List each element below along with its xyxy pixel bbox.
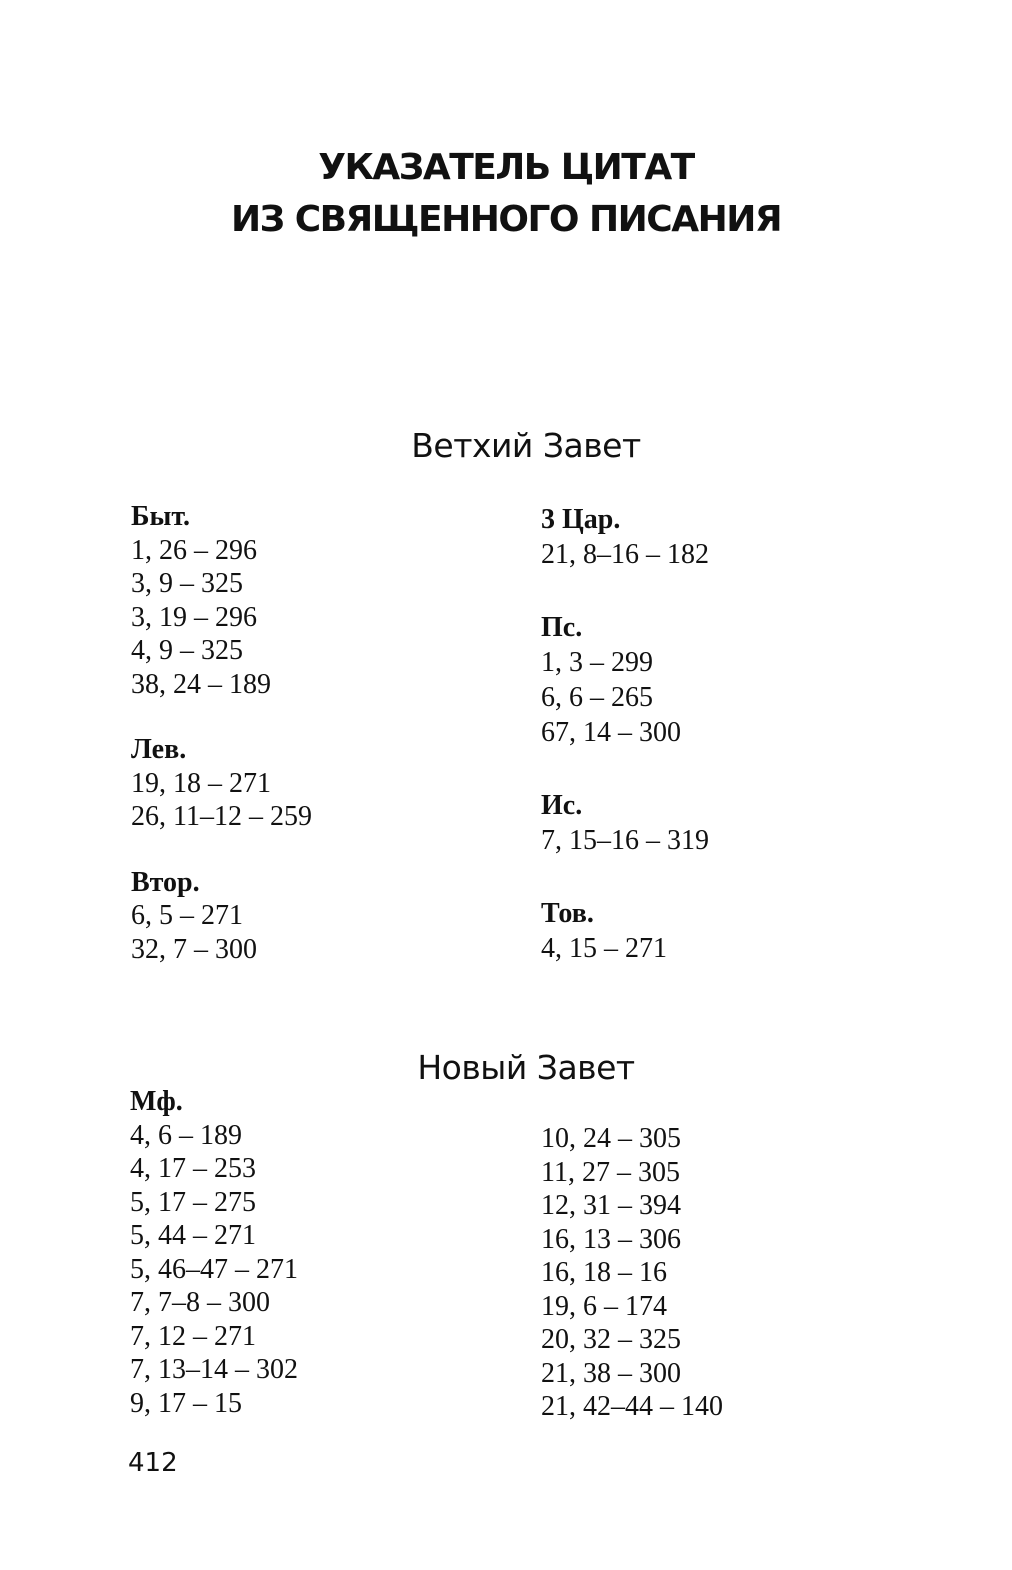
reference: 4, 17 – 253: [130, 1153, 256, 1184]
reference: 5, 44 – 271: [130, 1220, 256, 1251]
new-testament-right-column: [541, 1122, 723, 1424]
reference: 21, 38 – 300: [541, 1357, 681, 1389]
title-line-2: ИЗ СВЯЩЕННОГО ПИСАНИЯ: [230, 199, 782, 240]
book-name: Быт.: [131, 501, 191, 532]
reference: 3, 9 – 325: [131, 568, 243, 599]
reference: 26, 11–12 – 259: [131, 801, 312, 832]
old-testament-left-column: [131, 500, 312, 998]
book-name: Лев.: [131, 734, 187, 765]
reference: 16, 13 – 306: [541, 1223, 681, 1255]
reference: 6, 5 – 271: [131, 900, 243, 931]
reference: 67, 14 – 300: [541, 717, 681, 748]
reference: 16, 18 – 16: [541, 1257, 667, 1288]
reference: 10, 24 – 305: [541, 1123, 681, 1154]
book-tobit: [541, 896, 709, 966]
book-name: Пс.: [541, 612, 583, 643]
reference: 21, 8–16 – 182: [541, 539, 709, 570]
book-psalms: [541, 610, 709, 750]
reference: 32, 7 – 300: [131, 933, 257, 965]
title-line-1: УКАЗАТЕЛЬ ЦИТАТ: [318, 147, 694, 188]
reference: 21, 42–44 – 140: [541, 1391, 723, 1422]
page-title: [0, 142, 1012, 246]
reference: 12, 31 – 394: [541, 1190, 681, 1221]
new-testament-left-column: [130, 1085, 298, 1420]
book-deuteronomy: [131, 866, 312, 967]
old-testament-right-column: [541, 502, 709, 1004]
book-name: Тов.: [541, 898, 594, 929]
reference: 7, 12 – 271: [130, 1320, 256, 1352]
reference: 4, 9 – 325: [131, 635, 243, 666]
book-name: Втор.: [131, 866, 200, 898]
reference: 9, 17 – 15: [130, 1387, 242, 1419]
reference: 5, 46–47 – 271: [130, 1253, 298, 1285]
book-leviticus: [131, 733, 312, 834]
book-name: Мф.: [130, 1086, 183, 1117]
new-testament-heading: Новый Завет: [417, 1048, 635, 1087]
reference: 1, 3 – 299: [541, 647, 653, 678]
book-matthew: [130, 1085, 298, 1420]
book-name: Ис.: [541, 790, 583, 821]
reference: 4, 15 – 271: [541, 933, 667, 964]
reference: 7, 13–14 – 302: [130, 1354, 298, 1385]
reference: 20, 32 – 325: [541, 1324, 681, 1355]
reference: 3, 19 – 296: [131, 601, 257, 633]
reference: 7, 7–8 – 300: [130, 1287, 270, 1318]
book-name: 3 Цар.: [541, 504, 621, 535]
reference: 1, 26 – 296: [131, 534, 257, 566]
book-isaiah: [541, 788, 709, 858]
reference: 11, 27 – 305: [541, 1156, 680, 1188]
reference: 38, 24 – 189: [131, 668, 271, 700]
page-number: 412: [128, 1448, 178, 1478]
reference: 5, 17 – 275: [130, 1186, 256, 1218]
reference: 4, 6 – 189: [130, 1119, 242, 1151]
book-genesis: [131, 500, 312, 701]
reference: 19, 6 – 174: [541, 1290, 667, 1322]
old-testament-heading: Ветхий Завет: [411, 426, 641, 465]
book-3-kings: [541, 502, 709, 572]
reference: 19, 18 – 271: [131, 767, 271, 799]
reference: 7, 15–16 – 319: [541, 825, 709, 856]
reference: 6, 6 – 265: [541, 682, 653, 713]
